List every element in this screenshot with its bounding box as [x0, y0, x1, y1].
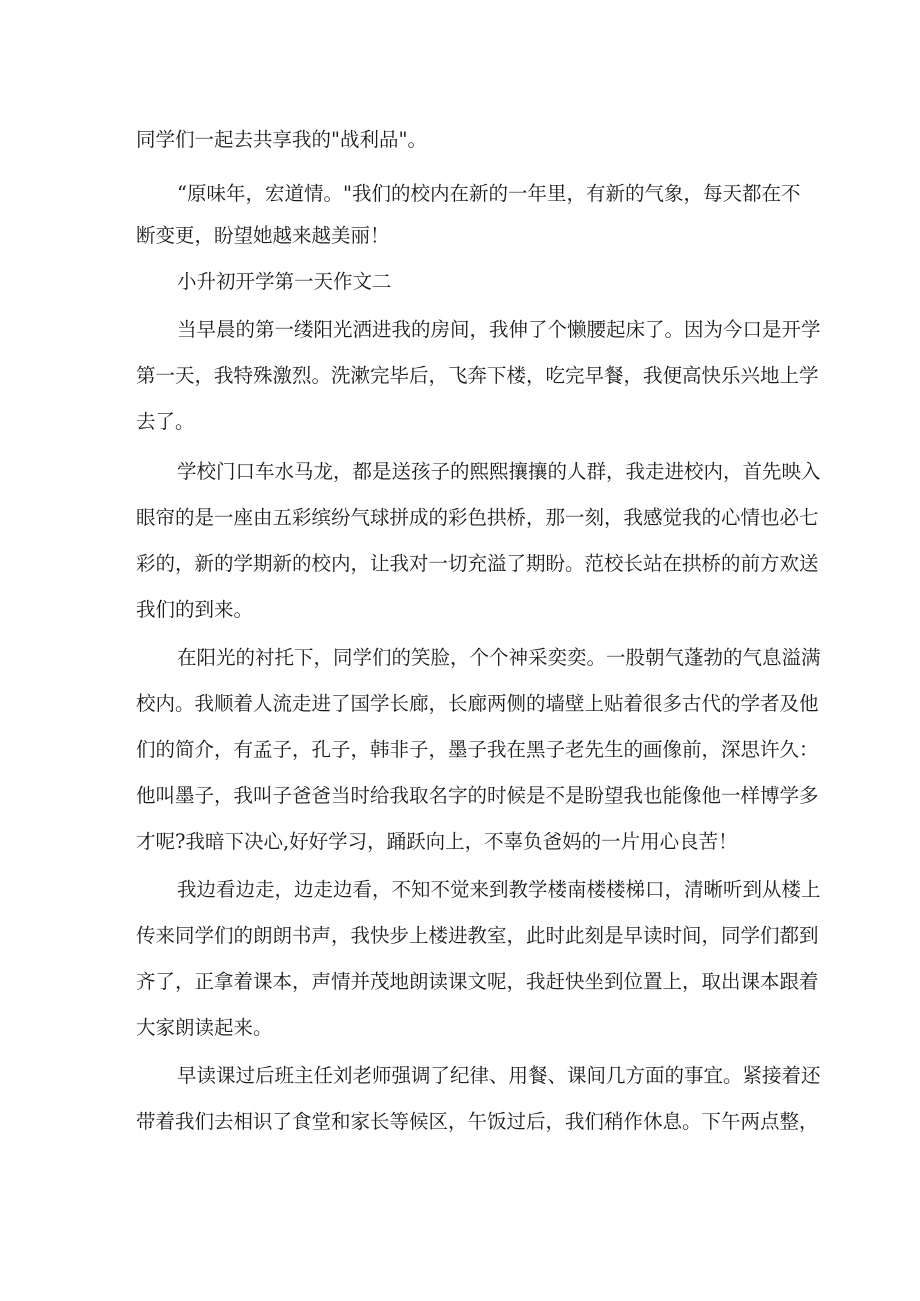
text-line: 第一天，我特殊激烈。洗漱完毕后，飞奔下楼，吃完早餐，我便高快乐兴地上学: [136, 364, 819, 387]
text-line: 断变更，盼望她越来越美丽！: [136, 224, 390, 247]
text-line: 传来同学们的朗朗书声，我快步上楼进教室，此时此刻是早读时间，同学们都到: [136, 924, 819, 947]
text-line: 在阳光的衬托下，同学们的笑脸，个个神采奕奕。一股朝气蓬勃的气息溢满: [177, 646, 821, 669]
text-line: “原味年，宏道情。"我们的校内在新的一年里，有新的气象，每天都在不: [177, 182, 801, 205]
text-line: 们的简介，有孟子，孔子，韩非子，墨子我在黑子老先生的画像前，深思许久：: [136, 738, 819, 761]
text-line: 眼帘的是一座由五彩缤纷气球拼成的彩色拱桥，那一刻，我感觉我的心情也必七: [136, 506, 819, 529]
text-line: 学校门口车水马龙，都是送孩子的熙熙攘攘的人群，我走进校内，首先映入: [177, 460, 821, 483]
text-line: 校内。我顺着人流走进了国学长廊，长廊两侧的墙壁上贴着很多古代的学者及他: [136, 692, 819, 715]
text-line: 同学们一起去共享我的"战利品"。: [136, 128, 427, 151]
text-line: 才呢?我暗下决心,好好学习，踊跃向上，不辜负爸妈的一片用心良苦！: [136, 830, 738, 853]
text-line: 我边看边走，边走边看，不知不觉来到教学楼南楼楼梯口，清晰听到从楼上: [177, 878, 821, 901]
text-line: 我们的到来。: [136, 598, 254, 621]
text-line: 他叫墨子，我叫子爸爸当时给我取名字的时候是不是盼望我也能像他一样博学多: [136, 784, 819, 807]
text-line: 大家朗读起来。: [136, 1016, 273, 1039]
text-line: 带着我们去相识了食堂和家长等候区，午饭过后，我们稍作休息。下午两点整，: [136, 1110, 819, 1133]
text-line: 去了。: [136, 410, 195, 433]
text-line: 当早晨的第一缕阳光洒进我的房间，我伸了个懒腰起床了。因为今口是开学: [177, 318, 821, 341]
section-heading: 小升初开学第一天作文二: [177, 270, 392, 293]
text-line: 齐了，正拿着课本，声情并茂地朗读课文呢，我赶快坐到位置上，取出课本跟着: [136, 970, 819, 993]
text-line: 早读课过后班主任刘老师强调了纪律、用餐、课间几方面的事宜。紧接着还: [177, 1064, 821, 1087]
text-line: 彩的，新的学期新的校内，让我对一切充溢了期盼。范校长站在拱桥的前方欢送: [136, 552, 819, 575]
